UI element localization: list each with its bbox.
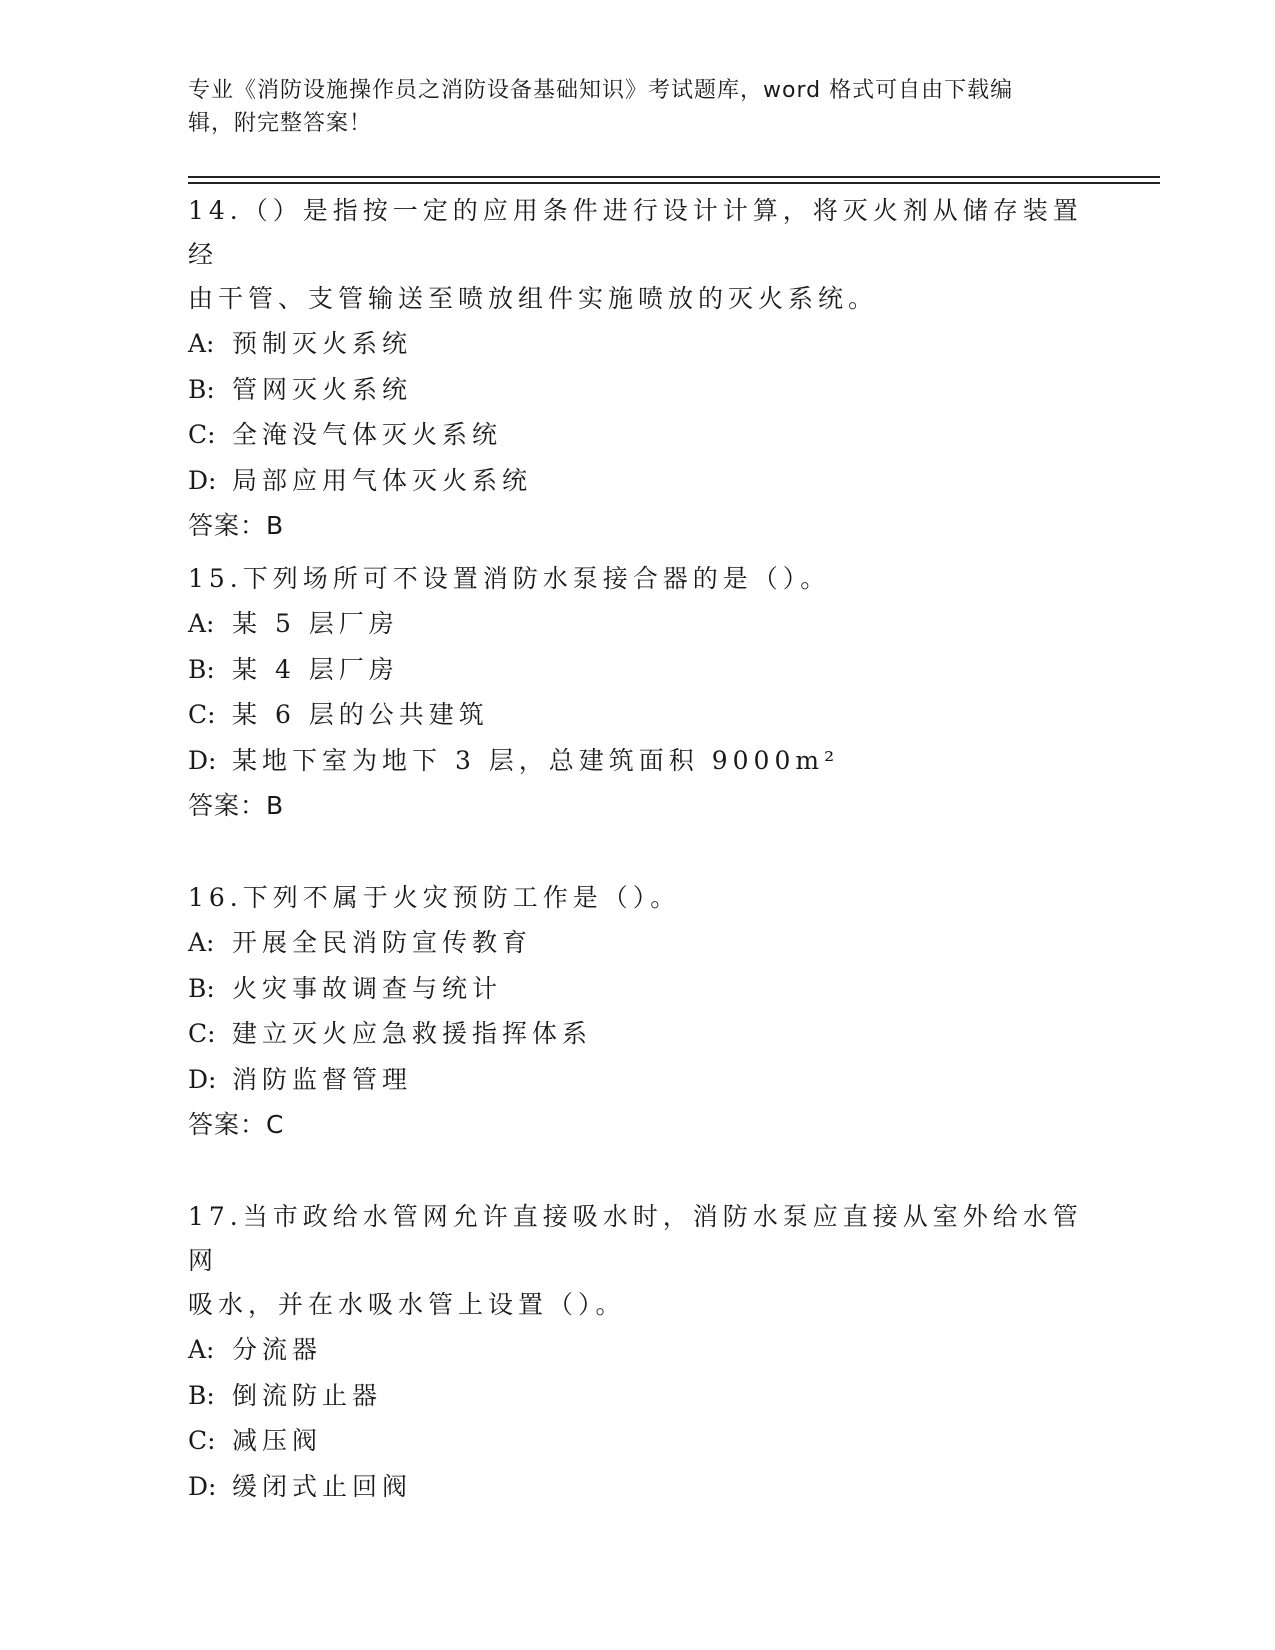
- option-a: [188, 321, 1088, 367]
- option-d: [188, 458, 1088, 504]
- question-16: [188, 876, 1088, 1147]
- question-stem-line: 由干管、支管输送至喷放组件实施喷放的灭火系统。: [188, 284, 879, 313]
- option-d: [188, 1057, 1088, 1103]
- header-line-1: 专业《消防设施操作员之消防设备基础知识》考试题库，word 格式可自由下载编: [188, 78, 1014, 103]
- option-key: D:: [188, 1064, 217, 1094]
- question-stem: [188, 1195, 1088, 1327]
- option-text: 管网灭火系统: [232, 374, 413, 404]
- option-c: [188, 1418, 1088, 1464]
- answer-line: 答案：B: [188, 791, 285, 820]
- option-c: [188, 1011, 1088, 1057]
- option-text: 开展全民消防宣传教育: [232, 928, 533, 957]
- header-divider-top: [188, 176, 1160, 178]
- question-15: [188, 557, 1088, 828]
- option-text: 全淹没气体灭火系统: [232, 420, 503, 449]
- option-key: A:: [188, 1335, 215, 1364]
- option-a: [188, 601, 1088, 647]
- option-text: 火灾事故调查与统计: [232, 973, 503, 1003]
- option-d: [188, 1464, 1088, 1510]
- option-key: D:: [188, 745, 217, 775]
- option-text: 缓闭式止回阀: [232, 1471, 413, 1501]
- option-b: [188, 966, 1088, 1012]
- option-text: 某 6 层的公共建筑: [232, 700, 489, 729]
- option-b: [188, 647, 1088, 693]
- question-stem-line: 16.下列不属于火灾预防工作是（）。: [188, 883, 681, 912]
- option-text: 某 4 层厂房: [232, 654, 399, 684]
- question-14: [188, 189, 1088, 548]
- option-text: 局部应用气体灭火系统: [232, 465, 533, 495]
- question-stem-line: 15.下列场所可不设置消防水泵接合器的是（）。: [188, 564, 831, 593]
- option-a: [188, 920, 1088, 966]
- option-text: 某 5 层厂房: [232, 609, 399, 638]
- option-key: B:: [188, 1380, 215, 1410]
- document-header: [188, 74, 1068, 140]
- option-key: C:: [188, 700, 216, 729]
- answer-line: 答案：C: [188, 1110, 285, 1139]
- question-stem: [188, 876, 1088, 920]
- option-text: 预制灭火系统: [232, 329, 413, 358]
- option-text: 倒流防止器: [232, 1380, 383, 1410]
- option-key: C:: [188, 1426, 216, 1455]
- question-stem-line: 14.（）是指按一定的应用条件进行设计计算，将灭火剂从储存装置经: [188, 196, 1083, 269]
- answer-line: 答案：B: [188, 511, 285, 540]
- option-b: [188, 367, 1088, 413]
- option-key: D:: [188, 465, 217, 495]
- option-text: 某地下室为地下 3 层，总建筑面积 9000m²: [232, 745, 840, 775]
- option-key: B:: [188, 654, 215, 684]
- option-text: 减压阀: [232, 1426, 323, 1455]
- question-17: [188, 1195, 1088, 1509]
- option-key: C:: [188, 1019, 216, 1048]
- question-stem: [188, 557, 1088, 601]
- option-key: B:: [188, 374, 215, 404]
- question-stem: [188, 189, 1088, 321]
- option-c: [188, 692, 1088, 738]
- option-key: A:: [188, 928, 215, 957]
- option-key: D:: [188, 1471, 217, 1501]
- question-stem-line: 吸水，并在水吸水管上设置（）。: [188, 1290, 626, 1319]
- option-text: 建立灭火应急救援指挥体系: [232, 1019, 593, 1048]
- option-key: B:: [188, 973, 215, 1003]
- header-divider-bottom: [188, 182, 1160, 184]
- option-key: A:: [188, 609, 215, 638]
- header-line-2: 辑，附完整答案！: [188, 111, 373, 136]
- option-d: [188, 738, 1088, 784]
- option-text: 分流器: [232, 1335, 323, 1364]
- question-stem-line: 17.当市政给水管网允许直接吸水时，消防水泵应直接从室外给水管网: [188, 1202, 1083, 1275]
- option-key: C:: [188, 420, 216, 449]
- option-a: [188, 1327, 1088, 1373]
- option-c: [188, 412, 1088, 458]
- option-b: [188, 1373, 1088, 1419]
- option-key: A:: [188, 329, 215, 358]
- option-text: 消防监督管理: [232, 1064, 413, 1094]
